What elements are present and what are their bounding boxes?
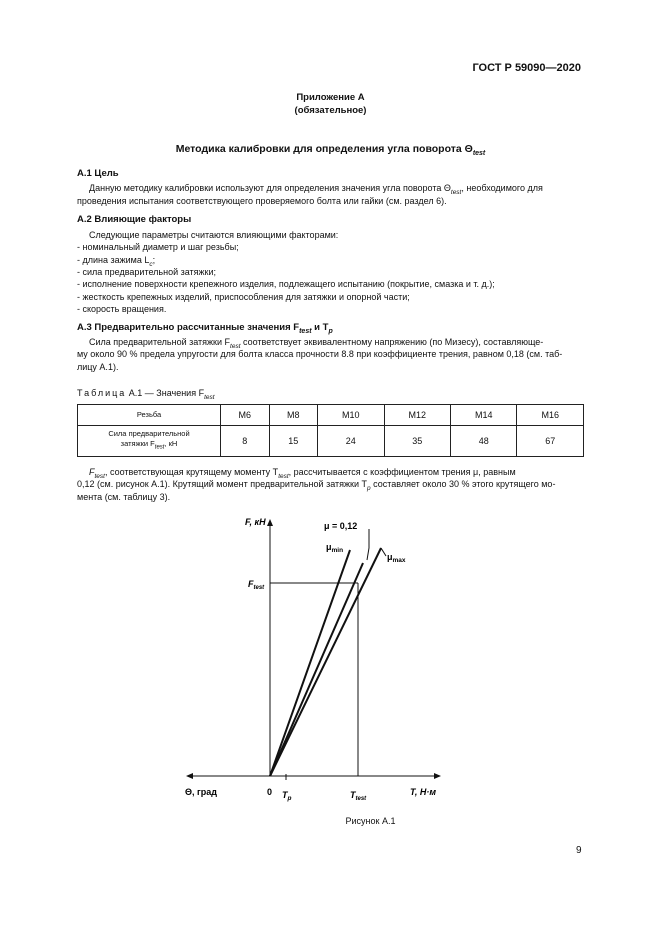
mu-max-leader: [381, 548, 386, 556]
table-cell: М12: [384, 405, 450, 426]
figure-caption: Рисунок А.1: [345, 816, 396, 826]
table-cell: 24: [318, 426, 384, 457]
f-test-label: $F_{test}$: [248, 579, 265, 591]
mu-min-label: $\mu_{min}$: [326, 542, 344, 554]
table-cell: 8: [221, 426, 270, 457]
figure-a1: [175, 508, 450, 808]
preload-table: [77, 404, 584, 457]
table-cell: 15: [269, 426, 318, 457]
section-a1-line2: проведения испытания соответствующего проверяемого болта или гайки (см. раздел 6).: [77, 196, 447, 206]
table-caption: Таблица А.1 — Значения $F_{test}$: [77, 388, 215, 401]
table-cell: 67: [517, 426, 584, 457]
torque-axis-label: T, Н·м: [410, 787, 436, 797]
theta-axis-label: Θ, град: [185, 787, 217, 797]
table-header-cell: Сила предварительной затяжки $F_{test}$, кН: [78, 426, 221, 457]
factor-item: - длина зажима $L_c$;: [77, 255, 156, 268]
table-header-cell: Резьба: [78, 405, 221, 426]
y-axis-label: F, кН: [245, 517, 266, 527]
appendix-title: Приложение А: [296, 92, 365, 103]
factor-item: - номинальный диаметр и шаг резьбы;: [77, 242, 239, 252]
mu-012-leader: [367, 529, 369, 560]
section-a3-line3: лицу А.1).: [77, 362, 119, 372]
table-cell: М8: [269, 405, 318, 426]
mu-max-label: $\mu_{max}$: [387, 552, 406, 564]
table-row: [78, 426, 584, 457]
mu-012-line: [270, 563, 363, 776]
table-cell: М14: [451, 405, 517, 426]
appendix-status: (обязательное): [294, 105, 367, 116]
origin-label: 0: [267, 787, 273, 797]
section-a1-line1: Данную методику калибровки используют для определения значения угла поворота $\Theta_{test}$, необходимого для: [89, 183, 543, 196]
after-table-line1: $F_{test}$, соответствующая крутящему моменту $T_{test}$, рассчитывается с коэффициентом трения μ, равным: [89, 467, 516, 480]
tp-label: $T_p$: [282, 790, 292, 802]
document-title: Методика калибровки для определения угла поворота $\Theta_{test}$: [175, 143, 486, 158]
mu-012-label: μ = 0,12: [324, 521, 358, 531]
factor-item: - сила предварительной затяжки;: [77, 267, 217, 277]
after-table-line3: мента (см. таблицу 3).: [77, 492, 171, 502]
table-row: [78, 405, 584, 426]
t-test-label: $T_{test}$: [350, 790, 367, 802]
section-a1-heading: А.1 Цель: [77, 168, 119, 179]
mu-min-line: [270, 550, 350, 776]
section-a2-intro: Следующие параметры считаются влияющими факторами:: [89, 230, 339, 240]
after-table-line2: 0,12 (см. рисунок А.1). Крутящий момент предварительной затяжки $T_p$ составляет около 30 % этого крутящего мо-: [77, 479, 556, 492]
factor-item: - скорость вращения.: [77, 304, 167, 314]
table-cell: 48: [451, 426, 517, 457]
table-cell: М6: [221, 405, 270, 426]
table-cell: М16: [517, 405, 584, 426]
table-cell: 35: [384, 426, 450, 457]
page-number: 9: [576, 845, 582, 856]
mu-max-line: [270, 548, 381, 776]
table-cell: М10: [318, 405, 384, 426]
section-a3-line2: му около 90 % предела упругости для болта класса прочности 8.8 при коэффициенте трения, равном 0,18 (см. таб-: [77, 349, 563, 359]
section-a3-line1: Сила предварительной затяжки $F_{test}$ соответствует эквивалентному напряжению (по Мизесу), составляюще-: [89, 337, 544, 350]
factor-item: - исполнение поверхности крепежного изделия, подлежащего испытанию (покрытие, смазка и т. д.);: [77, 279, 495, 289]
standard-number: ГОСТ Р 59090—2020: [472, 62, 581, 74]
factor-item: - жесткость крепежных изделий, приспособления для затяжки и опорной части;: [77, 292, 410, 302]
section-a2-heading: А.2 Влияющие факторы: [77, 214, 192, 225]
section-a3-heading: А.3 Предварительно рассчитанные значения $F_{test}$ и $T_p$: [77, 322, 333, 335]
